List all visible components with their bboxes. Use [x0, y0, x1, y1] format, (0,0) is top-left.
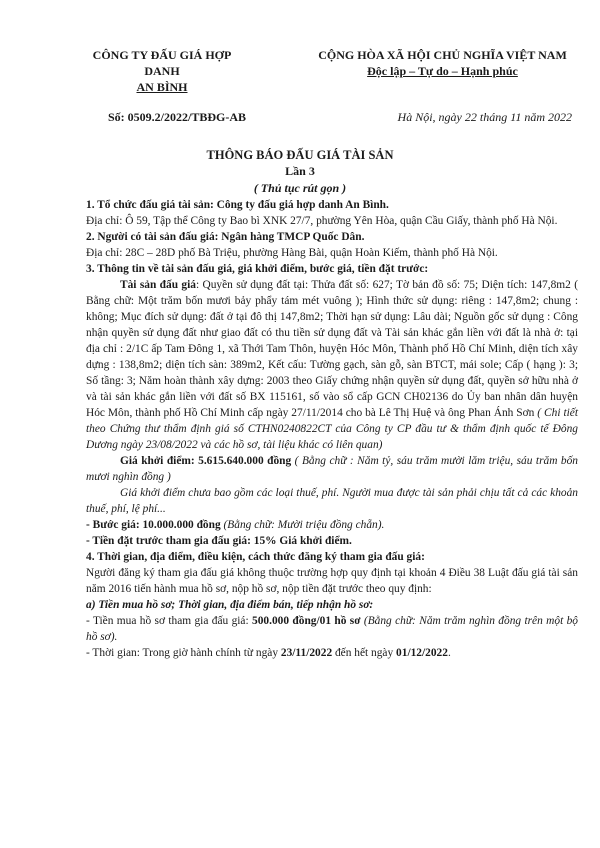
fee-amount: 500.000 đồng/01 hồ sơ [252, 615, 361, 627]
auction-round: Lần 3 [285, 164, 315, 178]
document-header [0, 47, 600, 94]
registration-time [86, 645, 578, 661]
time-to: 01/12/2022 [396, 647, 448, 659]
time-end: . [447, 647, 451, 659]
national-motto [300, 47, 585, 79]
fee-prefix: - Tiền mua hồ sơ tham gia đấu giá: [86, 615, 253, 627]
price-note: Giá khởi điểm chưa bao gồm các loại thuế, phí. Người mua được tài sản phải chịu tất cả các khoản thuế, phí, lệ phí... [86, 487, 578, 515]
asset-description [86, 277, 578, 453]
section4-subheading-a: a) Tiền mua hồ sơ; Thời gian, địa điểm bán, tiếp nhận hồ sơ: [86, 599, 374, 611]
fee-words: (Bằng chữ: Năm trăm nghìn đồng trên một bộ hồ sơ). [86, 615, 578, 643]
document-fee [86, 613, 578, 645]
start-price-words: ( Bằng chữ : Năm tỷ, sáu trăm mười lăm triệu, sáu trăm bốn mươi nghìn đồng ) [86, 455, 578, 483]
asset-label: Tài sản đấu giá [120, 279, 196, 291]
section4-heading: 4. Thời gian, địa điểm, điều kiện, cách thức đăng ký tham gia đấu giá: [86, 551, 425, 563]
asset-text: : Quyền sử dụng đất tại: Thửa đất số: 627; Tờ bản đồ số: 75; Diện tích: 147,8m2 ( Bằng chữ: Một trăm bốn mươi bảy phẩy tám mét vuông ); Hình thức sử dụng: riêng : 147,8m2; chung : không; Mục đích sử dụng: đất ở tại đô thị 147,8m2; Thời hạn sử dụng: Lâu dài; Nguồn gốc sử dụng : Công nhận quyền sử dụng đất như giao đất có thu tiền sử dụng đất và Tài sản khác gắn liền với đất là nhà ở: tại địa chỉ : 2/1C ấp Tam Đông 1, xã Thới Tam Thôn, huyện Hóc Môn, Thành phố Hồ Chí Minh, diện tích xây dựng : 138,8m2; diện tích sàn: 389m2, Kết cấu: Tường gạch, sàn gỗ, sàn BTCT, mái sole; Cấp ( hạng ): 3; Số tầng: 3; Năm hoàn thành xây dựng: 2003 theo Giấy chứng nhận quyền sử dụng đất, quyền sở hữu nhà ở và tài sản khác gắn liền với đất số BX 115161, số vào sổ cấp GCN CH02136 do Ủy ban nhân dân huyện Hóc Môn, thành phố Hồ Chí Minh cấp ngày 27/11/2014 cho bà Lê Thị Huệ và ông Phan Ánh Sơn [86, 279, 579, 419]
section1-heading: 1. Tổ chức đấu giá tài sản: Công ty đấu giá hợp danh An Bình. [86, 199, 389, 211]
section2-heading: 2. Người có tài sản đấu giá: Ngân hàng TMCP Quốc Dân. [86, 231, 365, 243]
nation-name: CỘNG HÒA XÃ HỘI CHỦ NGHĨA VIỆT NAM [318, 48, 567, 62]
document-body [86, 197, 578, 661]
time-from: 23/11/2022 [280, 647, 333, 659]
motto: Độc lập – Tự do – Hạnh phúc [367, 64, 518, 78]
start-price [86, 453, 578, 485]
organization-name-line1: CÔNG TY ĐẤU GIÁ HỢP DANH [92, 48, 232, 78]
time-prefix: - Thời gian: Trong giờ hành chính từ ngày [86, 647, 281, 659]
price-step [86, 517, 578, 533]
time-mid: đến hết ngày [332, 647, 397, 659]
reference-number: Số: 0509.2/2022/TBĐG-AB [108, 110, 247, 124]
price-step-words: (Bằng chữ: Mười triệu đồng chẵn). [220, 519, 385, 531]
section2-address: Địa chỉ: 28C – 28D phố Bà Triệu, phường Hàng Bài, quận Hoàn Kiếm, thành phố Hà Nội. [86, 247, 498, 259]
document-title: THÔNG BÁO ĐẤU GIÁ TÀI SẢN [206, 148, 394, 162]
organization-name [78, 47, 246, 95]
section4-intro: Người đăng ký tham gia đấu giá không thuộc trường hợp quy định tại khoản 4 Điều 38 Luật đấu giá tài sản năm 2016 tiến hành mua hồ sơ, nộp hồ sơ, nộp tiền đặt trước theo quy định: [86, 567, 578, 595]
deposit: - Tiền đặt trước tham gia đấu giá: 15% Giá khởi điểm. [86, 535, 352, 547]
issue-date: Hà Nội, ngày 22 tháng 11 năm 2022 [397, 110, 572, 124]
section1-address: Địa chỉ: Ô 59, Tập thể Công ty Bao bì XNK 27/7, phường Yên Hòa, quận Cầu Giấy, thành phố Hà Nội. [86, 215, 558, 227]
price-step-label: - Bước giá: 10.000.000 đồng [86, 519, 221, 531]
asset-note: ( Chi tiết theo Chứng thư thẩm định giá số CTHN0240822CT của Công ty CP đầu tư & thẩm định quốc tế Đông Dương ngày 23/08/2022 và các hồ sơ, tài liệu khác có liên quan) [86, 407, 578, 451]
section3-heading: 3. Thông tin về tài sản đấu giá, giá khởi điểm, bước giá, tiền đặt trước: [86, 263, 429, 275]
start-price-label: Giá khởi điểm: 5.615.640.000 đồng [120, 455, 292, 467]
document-title-block [0, 147, 600, 197]
procedure-type: ( Thủ tục rút gọn ) [253, 181, 347, 195]
organization-name-line2: AN BÌNH [136, 80, 188, 94]
